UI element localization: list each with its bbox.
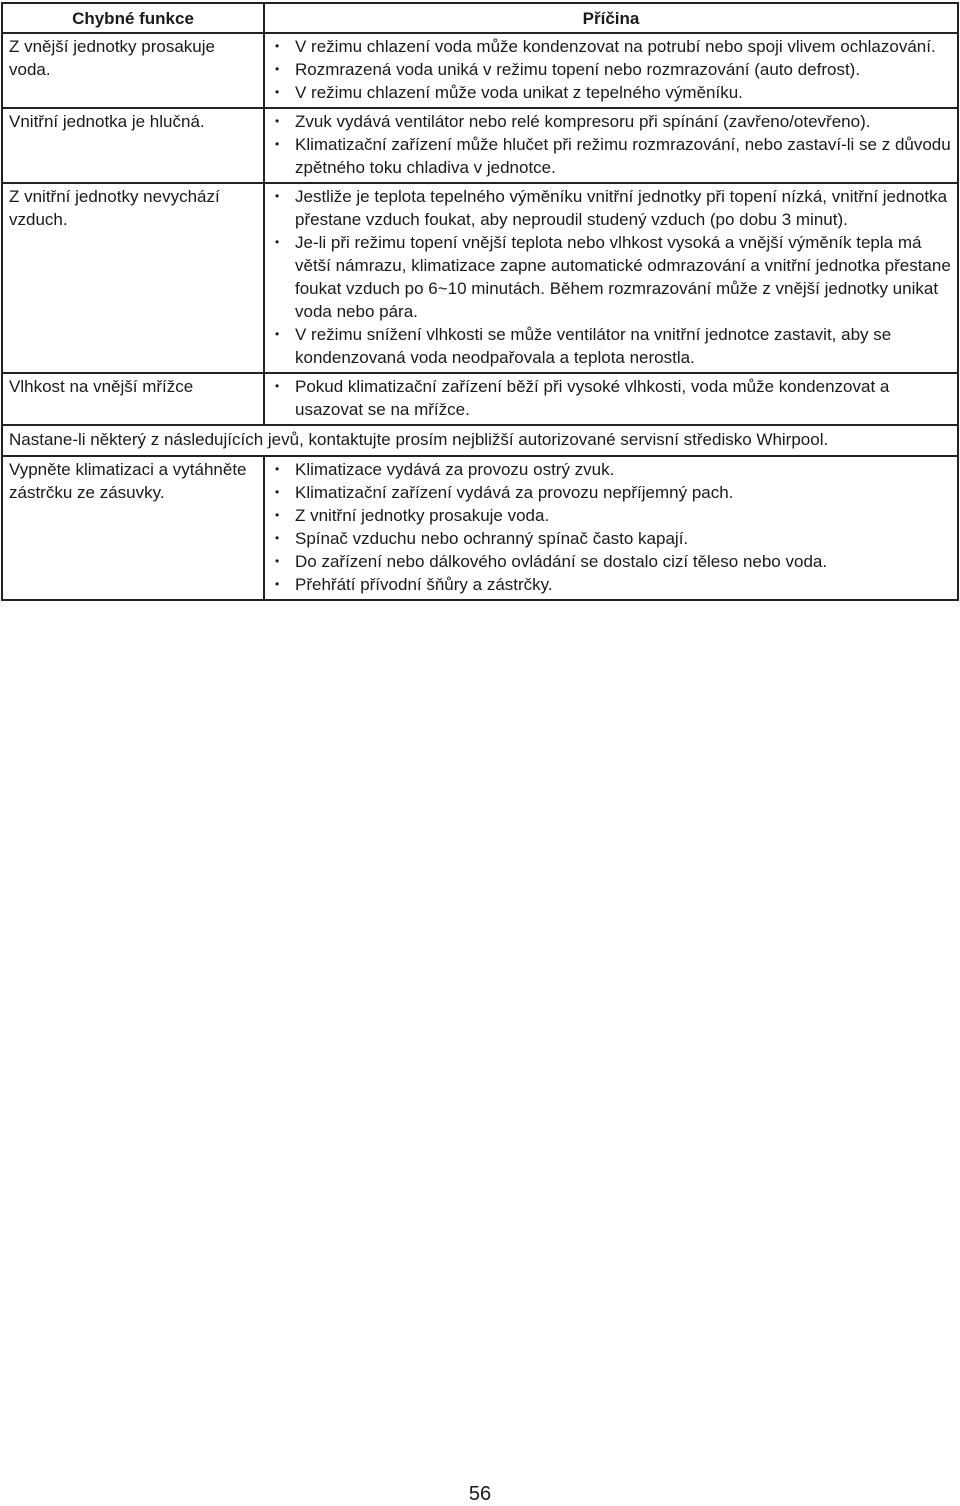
list-item	[271, 504, 952, 527]
list-item	[271, 110, 952, 133]
notice-row	[2, 425, 958, 456]
cause-text: Rozmrazená voda uniká v režimu topení nebo rozmrazování (auto defrost).	[295, 60, 861, 79]
bullet: •	[275, 462, 280, 476]
list-item	[271, 573, 952, 596]
list-item	[271, 481, 952, 504]
cause-cell	[264, 373, 958, 425]
cause-text: Klimatizační zařízení vydává za provozu nepříjemný pach.	[295, 483, 734, 502]
cause-text: Klimatizační zařízení může hlučet při režimu rozmrazování, nebo zastaví-li se z důvodu zpětného toku chladiva v jednotce.	[295, 135, 951, 177]
fault-cell: Vlhkost na vnější mřížce	[2, 373, 264, 425]
cause-text: Jestliže je teplota tepelného výměníku vnitřní jednotky při topení nízká, vnitřní jednotka přestane vzduch foukat, aby neproudil studený vzduch (po dobu 3 minut).	[295, 187, 948, 229]
fault-cell: Z vnější jednotky prosakuje voda.	[2, 33, 264, 108]
cause-cell	[264, 108, 958, 183]
header-cause: Příčina	[264, 3, 958, 33]
cause-text: Přehřátí přívodní šňůry a zástrčky.	[295, 575, 553, 594]
cause-text: Pokud klimatizační zařízení běží při vysoké vlhkosti, voda může kondenzovat a usazovat se na mřížce.	[295, 377, 890, 419]
cause-text: Zvuk vydává ventilátor nebo relé kompresoru při spínání (zavřeno/otevřeno).	[295, 112, 871, 131]
list-item	[271, 231, 952, 323]
cause-text: Do zařízení nebo dálkového ovládání se dostalo cizí těleso nebo voda.	[295, 552, 828, 571]
bullet: •	[275, 531, 280, 545]
cause-cell	[264, 183, 958, 373]
cause-list	[271, 375, 952, 421]
list-item	[271, 375, 952, 421]
table-row	[2, 33, 958, 108]
list-item	[271, 133, 952, 179]
table-row	[2, 108, 958, 183]
cause-list	[271, 35, 952, 104]
list-item	[271, 35, 952, 58]
list-item	[271, 458, 952, 481]
cause-text: Je-li při režimu topení vnější teplota nebo vlhkost vysoká a vnější výměník tepla má větší námrazu, klimatizace zapne automatické odmrazování a vnitřní jednotka přestane foukat vzduch po 6~10 minutách. Během rozmrazování může z vnější jednotky unikat voda nebo pára.	[295, 233, 951, 321]
page-number: 56	[468, 1483, 492, 1505]
bullet: •	[275, 327, 280, 341]
cause-list	[271, 185, 952, 369]
cause-list	[271, 110, 952, 179]
list-item	[271, 185, 952, 231]
bullet: •	[275, 85, 280, 99]
cause-cell	[264, 456, 958, 600]
bullet: •	[275, 577, 280, 591]
table-header-row	[2, 3, 958, 33]
cause-text: V režimu chlazení voda může kondenzovat na potrubí nebo spoji vlivem ochlazování.	[295, 37, 936, 56]
bullet: •	[275, 137, 280, 151]
fault-cell: Vnitřní jednotka je hlučná.	[2, 108, 264, 183]
cause-list	[271, 458, 952, 596]
bullet: •	[275, 554, 280, 568]
bullet: •	[275, 189, 280, 203]
bullet: •	[275, 485, 280, 499]
table-row	[2, 456, 958, 600]
bullet: •	[275, 379, 280, 393]
list-item	[271, 323, 952, 369]
cause-text: V režimu chlazení může voda unikat z tepelného výměníku.	[295, 83, 743, 102]
list-item	[271, 527, 952, 550]
bullet: •	[275, 62, 280, 76]
header-faults: Chybné funkce	[2, 3, 264, 33]
cause-text: Klimatizace vydává za provozu ostrý zvuk.	[295, 460, 615, 479]
cause-cell	[264, 33, 958, 108]
bullet: •	[275, 114, 280, 128]
table-row	[2, 183, 958, 373]
table-row	[2, 373, 958, 425]
cause-text: Z vnitřní jednotky prosakuje voda.	[295, 506, 550, 525]
list-item	[271, 550, 952, 573]
bullet: •	[275, 508, 280, 522]
action-cell: Vypněte klimatizaci a vytáhněte zástrčku ze zásuvky.	[2, 456, 264, 600]
bullet: •	[275, 39, 280, 53]
list-item	[271, 58, 952, 81]
cause-text: Spínač vzduchu nebo ochranný spínač často kapají.	[295, 529, 689, 548]
service-notice: Nastane-li některý z následujících jevů, kontaktujte prosím nejbližší autorizované servisní středisko Whirpool.	[2, 425, 958, 456]
troubleshooting-table	[1, 2, 959, 601]
bullet: •	[275, 235, 280, 249]
cause-text: V režimu snížení vlhkosti se může ventilátor na vnitřní jednotce zastavit, aby se kondenzovaná voda neodpařovala a teplota nerostla.	[295, 325, 892, 367]
fault-cell: Z vnitřní jednotky nevychází vzduch.	[2, 183, 264, 373]
list-item	[271, 81, 952, 104]
